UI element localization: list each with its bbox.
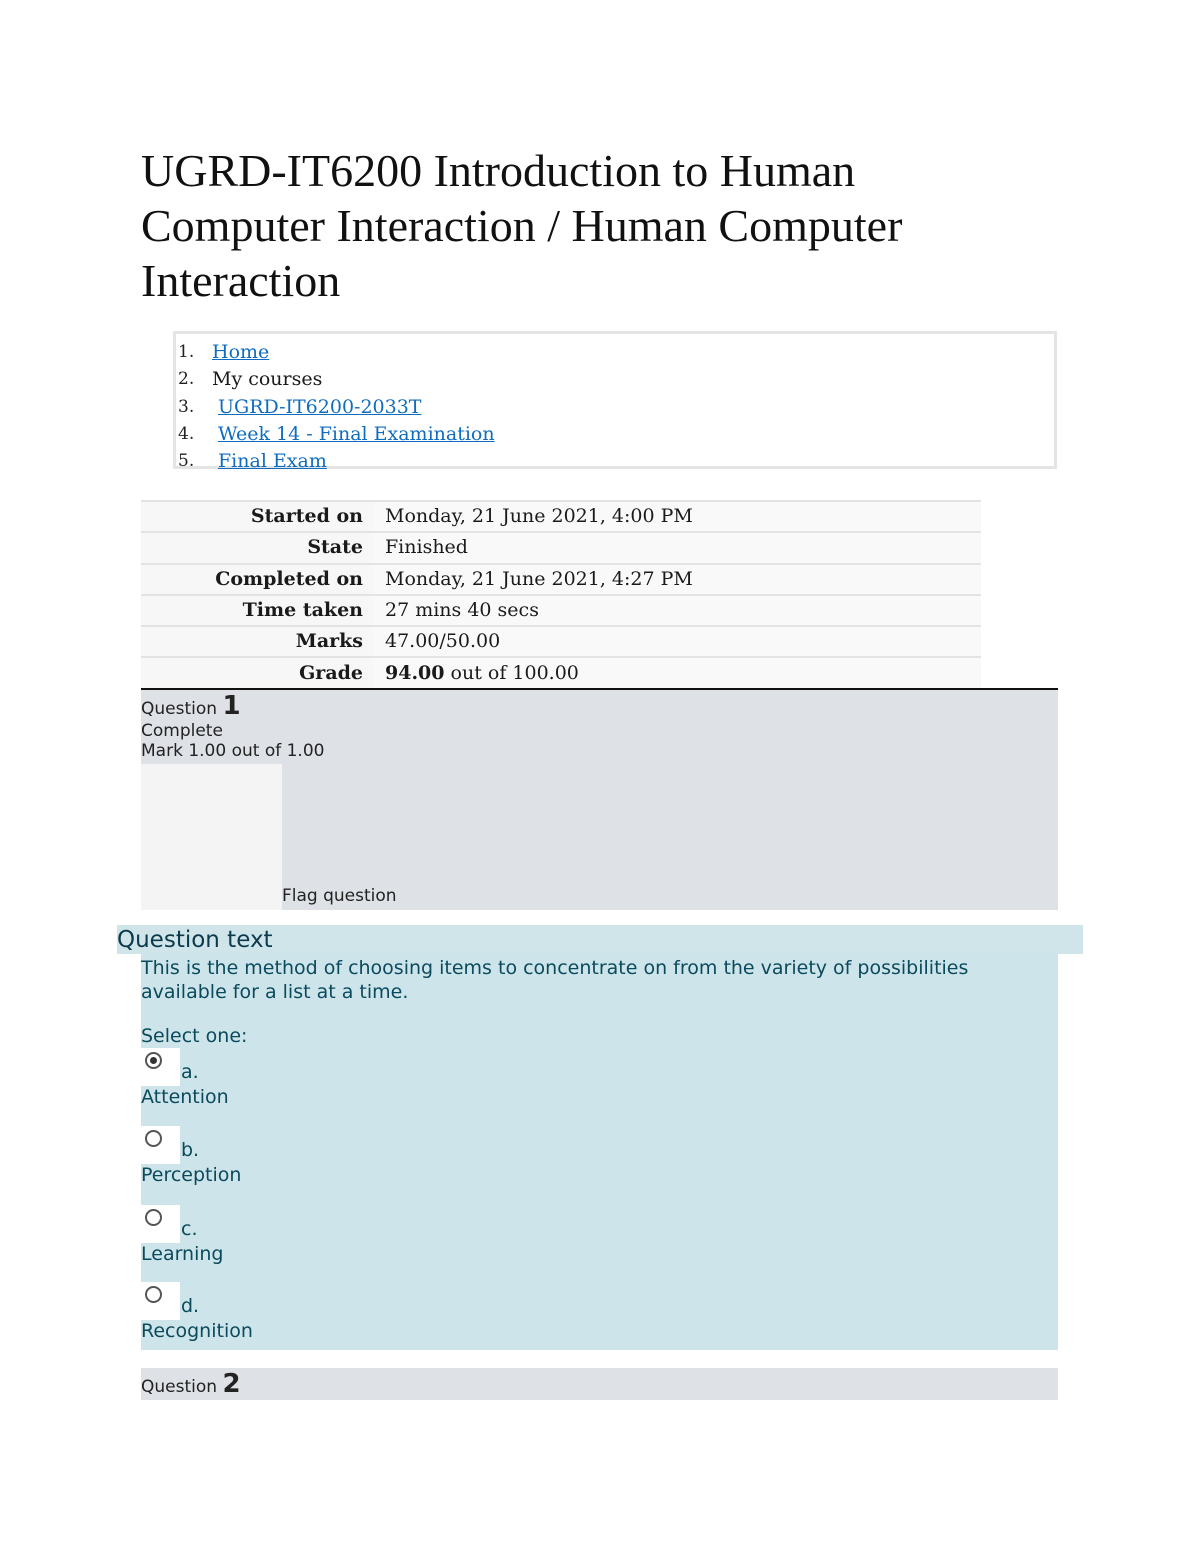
radio-container [141,1282,180,1320]
summary-row-state [141,532,981,563]
grade-score: 94.00 [385,661,445,684]
summary-row-grade [141,657,981,687]
breadcrumb-link-week[interactable]: Week 14 - Final Examination [218,422,495,445]
option-letter: d. [181,1295,200,1317]
summary-label: State [141,532,373,563]
summary-row-marks [141,626,981,657]
option-answer: Learning [141,1243,224,1265]
question-label: Question [141,699,223,719]
breadcrumb-link-home[interactable]: Home [212,341,270,363]
select-one-prompt: Select one: [141,1025,248,1047]
answer-option-c[interactable] [141,1205,541,1275]
radio-button-d[interactable] [145,1286,162,1303]
option-answer: Perception [141,1164,242,1186]
summary-label: Started on [141,501,373,532]
radio-container [141,1205,180,1243]
breadcrumb-link-course[interactable]: UGRD-IT6200-2033T [218,395,422,418]
question-label: Question [141,1377,223,1397]
question-state: Complete [141,721,223,741]
answer-option-a[interactable] [141,1048,541,1118]
summary-label: Marks [141,626,373,657]
summary-row-time-taken [141,595,981,626]
radio-container [141,1048,180,1086]
breadcrumb-number: 2. [178,369,195,390]
option-answer: Attention [141,1086,229,1108]
flag-icon-area [141,764,282,910]
radio-button-c[interactable] [145,1209,162,1226]
summary-value: Monday, 21 June 2021, 4:00 PM [373,501,981,532]
question-1-content [141,954,1058,1350]
summary-label: Completed on [141,564,373,595]
summary-value [373,657,981,687]
attempt-summary-table [141,500,981,688]
radio-button-b[interactable] [145,1130,162,1147]
answer-option-b[interactable] [141,1126,541,1196]
question-text-heading: Question text [117,925,1083,954]
option-letter: a. [181,1061,199,1083]
breadcrumb-link-final-exam[interactable]: Final Exam [218,450,327,473]
question-text: This is the method of choosing items to concentrate on from the variety of possibilities available for a list at a time. [141,957,969,1003]
breadcrumb-number: 5. [178,451,195,472]
radio-button-a[interactable] [145,1052,162,1069]
flag-question-link[interactable]: Flag question [282,886,397,906]
breadcrumb-text-my-courses: My courses [212,368,323,391]
breadcrumb-item-my-courses [176,366,1054,393]
question-2-heading [141,1370,241,1401]
answer-option-d[interactable] [141,1282,541,1352]
summary-value: 47.00/50.00 [373,626,981,657]
question-1-heading [141,692,241,723]
summary-row-started [141,501,981,532]
breadcrumb-number: 3. [178,396,195,417]
option-answer: Recognition [141,1320,253,1342]
radio-container [141,1126,180,1164]
summary-value: 27 mins 40 secs [373,595,981,626]
breadcrumb-number: 1. [178,342,195,362]
breadcrumb-number: 4. [178,423,195,444]
summary-value: Finished [373,532,981,563]
question-number: 2 [222,1369,241,1399]
question-number: 1 [222,691,241,721]
summary-row-completed [141,564,981,595]
summary-label: Grade [141,657,373,687]
option-letter: c. [181,1218,198,1240]
grade-out-of: out of 100.00 [444,661,579,684]
breadcrumb-item-course [176,394,1054,421]
breadcrumb-item-home [176,339,1054,366]
summary-label: Time taken [141,595,373,626]
option-letter: b. [181,1139,200,1161]
question-2-info [141,1368,1058,1400]
breadcrumb-item-final-exam [176,448,1054,475]
summary-value: Monday, 21 June 2021, 4:27 PM [373,564,981,595]
question-1-info [141,688,1058,910]
question-mark: Mark 1.00 out of 1.00 [141,741,325,761]
breadcrumb [173,331,1057,473]
page-title: UGRD-IT6200 Introduction to Human Computer Interaction / Human Computer Interaction [141,145,903,306]
breadcrumb-item-week [176,421,1054,448]
